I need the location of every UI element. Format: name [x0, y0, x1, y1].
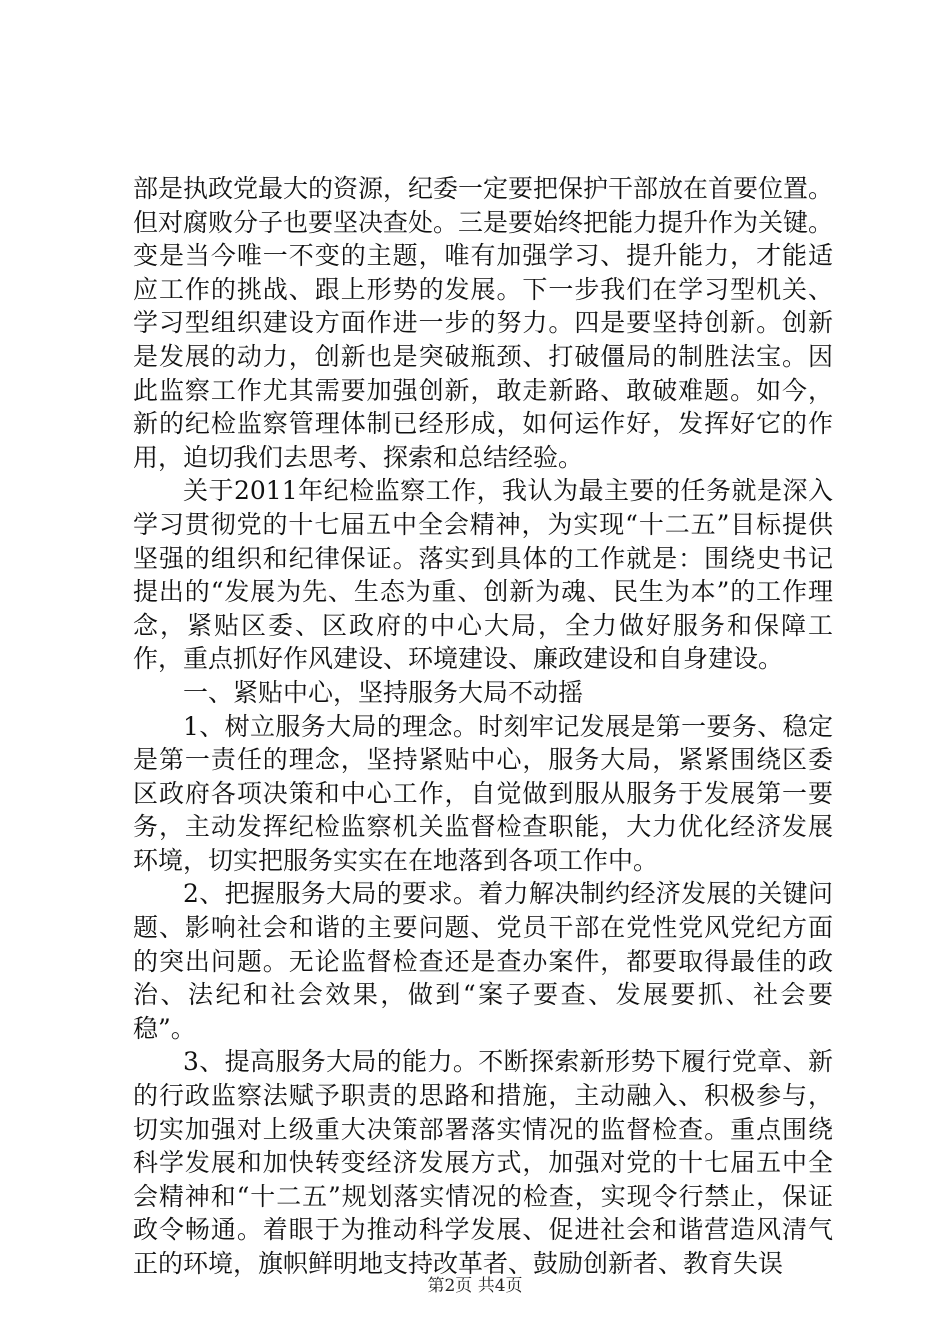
text-line: 是第一责任的理念，坚持紧贴中心，服务大局，紧紧围绕区委 [133, 745, 833, 775]
paragraph [133, 877, 833, 1045]
text-line: 区政府各项决策和中心工作，自觉做到服从服务于发展第一要 [133, 778, 833, 808]
text-line: 工作，重点抓好作风建设、环境建设、廉政建设和自身建设。 [133, 610, 833, 674]
text-line: 记提出的“发展为先、生态为重、创新为魂、民生为本”的工 [133, 543, 833, 607]
text-line: 的突出问题。无论监督检查还是查办案件，都要取得最佳的政 [133, 946, 833, 976]
text-line: 新的纪检监察管理体制已经形成，如何运作好，发挥好它的作 [133, 409, 833, 439]
text-line: 用，迫切我们去思考、探索和总结经验。 [133, 442, 584, 472]
text-line: 2、把握服务大局的要求。着力解决制约经济发展的关键问 [183, 879, 833, 909]
text-line: 作理念，紧贴区委、区政府的中心大局，全力做好服务和保障 [133, 577, 833, 640]
text-line: 此监察工作尤其需要加强创新，敢走新路、敢破难题。如今， [133, 375, 833, 405]
text-line: 会精神和“十二五”规划落实情况的检查，实现令行禁止，保 [133, 1181, 808, 1211]
text-line: 学习贯彻党的十七届五中全会精神，为实现“十二五”目标提 [133, 509, 808, 539]
paragraph [133, 710, 833, 878]
text-line: 稳”。 [133, 1013, 196, 1043]
text-line: 是发展的动力，创新也是突破瓶颈、打破僵局的制胜法宝。因 [133, 341, 833, 371]
text-line: 科学发展和加快转变经济发展方式，加强对党的十七届五中全 [133, 1148, 833, 1178]
paragraph [133, 172, 833, 474]
text-line: 1、树立服务大局的理念。时刻牢记发展是第一要务、稳定 [183, 711, 833, 741]
text-line: 的行政监察法赋予职责的思路和措施，主动融入、积极参与， [133, 1081, 833, 1111]
text-line: 务，主动发挥纪检监察机关监督检查职能，大力优化经济发展 [133, 812, 833, 842]
text-line: 但对腐败分子也要坚决查处。三是要始终把能力提升作为关键。 [133, 207, 834, 237]
text-line: 气正的环境，旗帜鲜明地支持改革者、鼓励创新者、教育失误 [133, 1215, 833, 1278]
text-line: 治、法纪和社会效果，做到“案子要查、发展要抓、社会要 [133, 980, 833, 1010]
paragraph [133, 676, 833, 710]
text-line: 变是当今唯一不变的主题，唯有加强学习、提升能力，才能适 [133, 241, 833, 271]
text-line: 供坚强的组织和纪律保证。落实到具体的工作就是：围绕史书 [133, 509, 833, 573]
text-line: 学习型组织建设方面作进一步的努力。四是要坚持创新。创新 [133, 308, 833, 338]
paragraph [133, 1045, 833, 1280]
text-line: 部是执政党最大的资源，纪委一定要把保护干部放在首要位置。 [133, 174, 834, 203]
text-line: 一、紧贴中心，坚持服务大局不动摇 [183, 677, 584, 707]
text-line: 关于2011年纪检监察工作，我认为最主要的任务就是深入 [183, 476, 833, 506]
text-line: 3、提高服务大局的能力。不断探索新形势下履行党章、新 [183, 1047, 833, 1077]
text-line: 应工作的挑战、跟上形势的发展。下一步我们在学习型机关、 [133, 274, 833, 304]
document-body [133, 172, 833, 1281]
text-line: 环境，切实把服务实实在在地落到各项工作中。 [133, 845, 659, 875]
text-line: 证政令畅通。着眼于为推动科学发展、促进社会和谐营造风清 [133, 1181, 833, 1245]
page-number-footer: 第2页 共4页 [427, 1276, 523, 1296]
text-line: 切实加强对上级重大决策部署落实情况的监督检查。重点围绕 [133, 1114, 833, 1144]
paragraph [133, 474, 833, 676]
text-line: 题、影响社会和谐的主要问题、党员干部在党性党风党纪方面 [133, 913, 833, 943]
